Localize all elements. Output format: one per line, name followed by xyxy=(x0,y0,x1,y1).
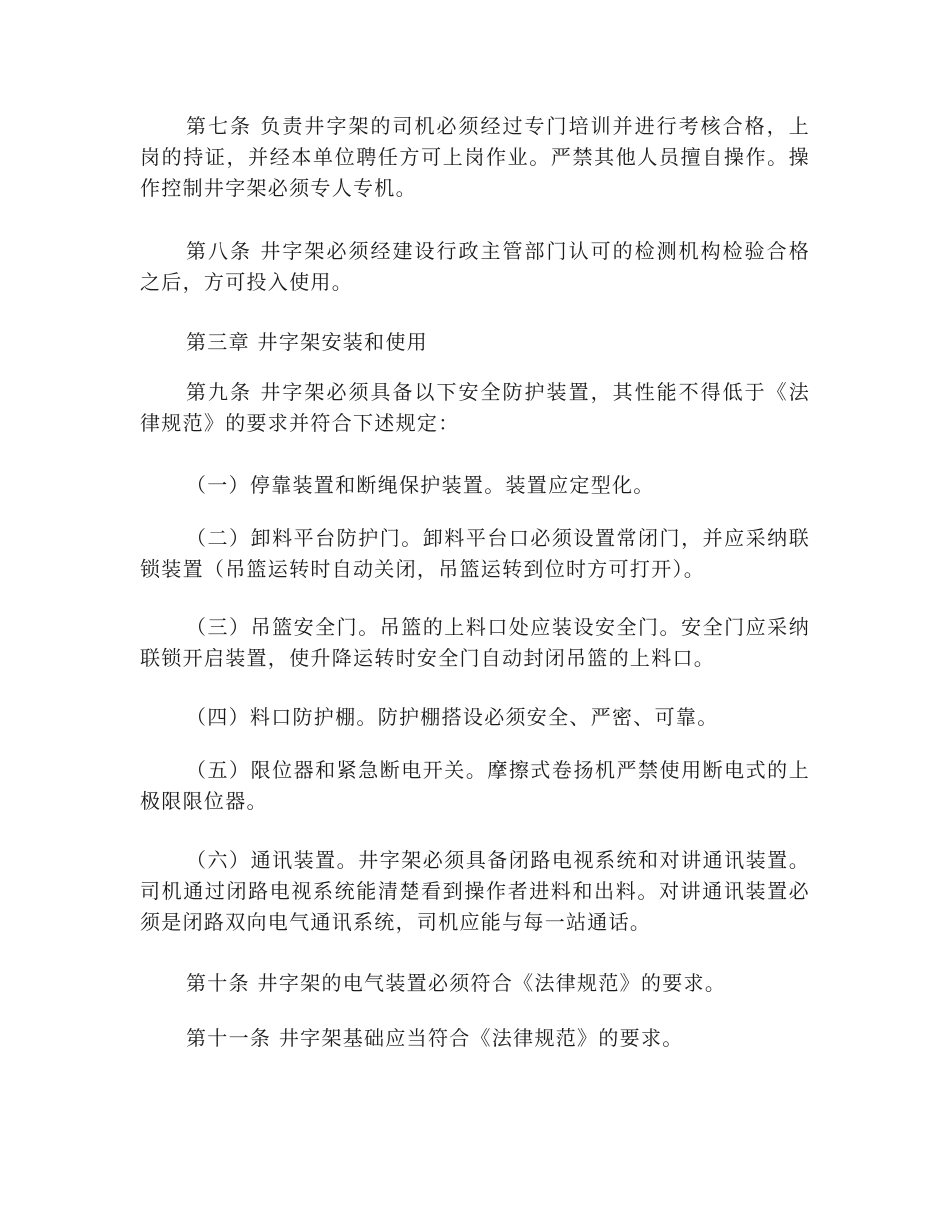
clause-5-paragraph: （五）限位器和紧急断电开关。摩擦式卷扬机严禁使用断电式的上极限限位器。 xyxy=(140,758,810,813)
chapter-3-heading: 第三章 井字架安装和使用 xyxy=(186,330,428,354)
article-7-paragraph: 第七条 负责井字架的司机必须经过专门培训并进行考核合格，上岗的持证，并经本单位聘任方可上岗作业。严禁其他人员擅自操作。操作控制井字架必须专人专机。 xyxy=(140,114,810,200)
article-11-paragraph: 第十一条 井字架基础应当符合《法律规范》的要求。 xyxy=(186,1026,684,1050)
article-9-paragraph: 第九条 井字架必须具备以下安全防护装置，其性能不得低于《法律规范》的要求并符合下述规定： xyxy=(140,380,810,435)
clause-3-paragraph: （三）吊篮安全门。吊篮的上料口处应装设安全门。安全门应采纳联锁开启装置，使升降运转时安全门自动封闭吊篮的上料口。 xyxy=(140,615,810,670)
clause-4-paragraph: （四）料口防护棚。防护棚搭设必须安全、严密、可靠。 xyxy=(186,705,719,729)
clause-6-paragraph: （六）通讯装置。井字架必须具备闭路电视系统和对讲通讯装置。司机通过闭路电视系统能清楚看到操作者进料和出料。对讲通讯装置必须是闭路双向电气通讯系统，司机应能与每一站通话。 xyxy=(140,848,810,934)
clause-2-paragraph: （二）卸料平台防护门。卸料平台口必须设置常闭门，并应采纳联锁装置（吊篮运转时自动关闭，吊篮运转到位时方可打开）。 xyxy=(140,526,810,581)
clause-1-paragraph: （一）停靠装置和断绳保护装置。装置应定型化。 xyxy=(186,473,655,497)
article-10-paragraph: 第十条 井字架的电气装置必须符合《法律规范》的要求。 xyxy=(186,971,727,995)
article-8-paragraph: 第八条 井字架必须经建设行政主管部门认可的检测机构检验合格之后，方可投入使用。 xyxy=(140,239,810,294)
